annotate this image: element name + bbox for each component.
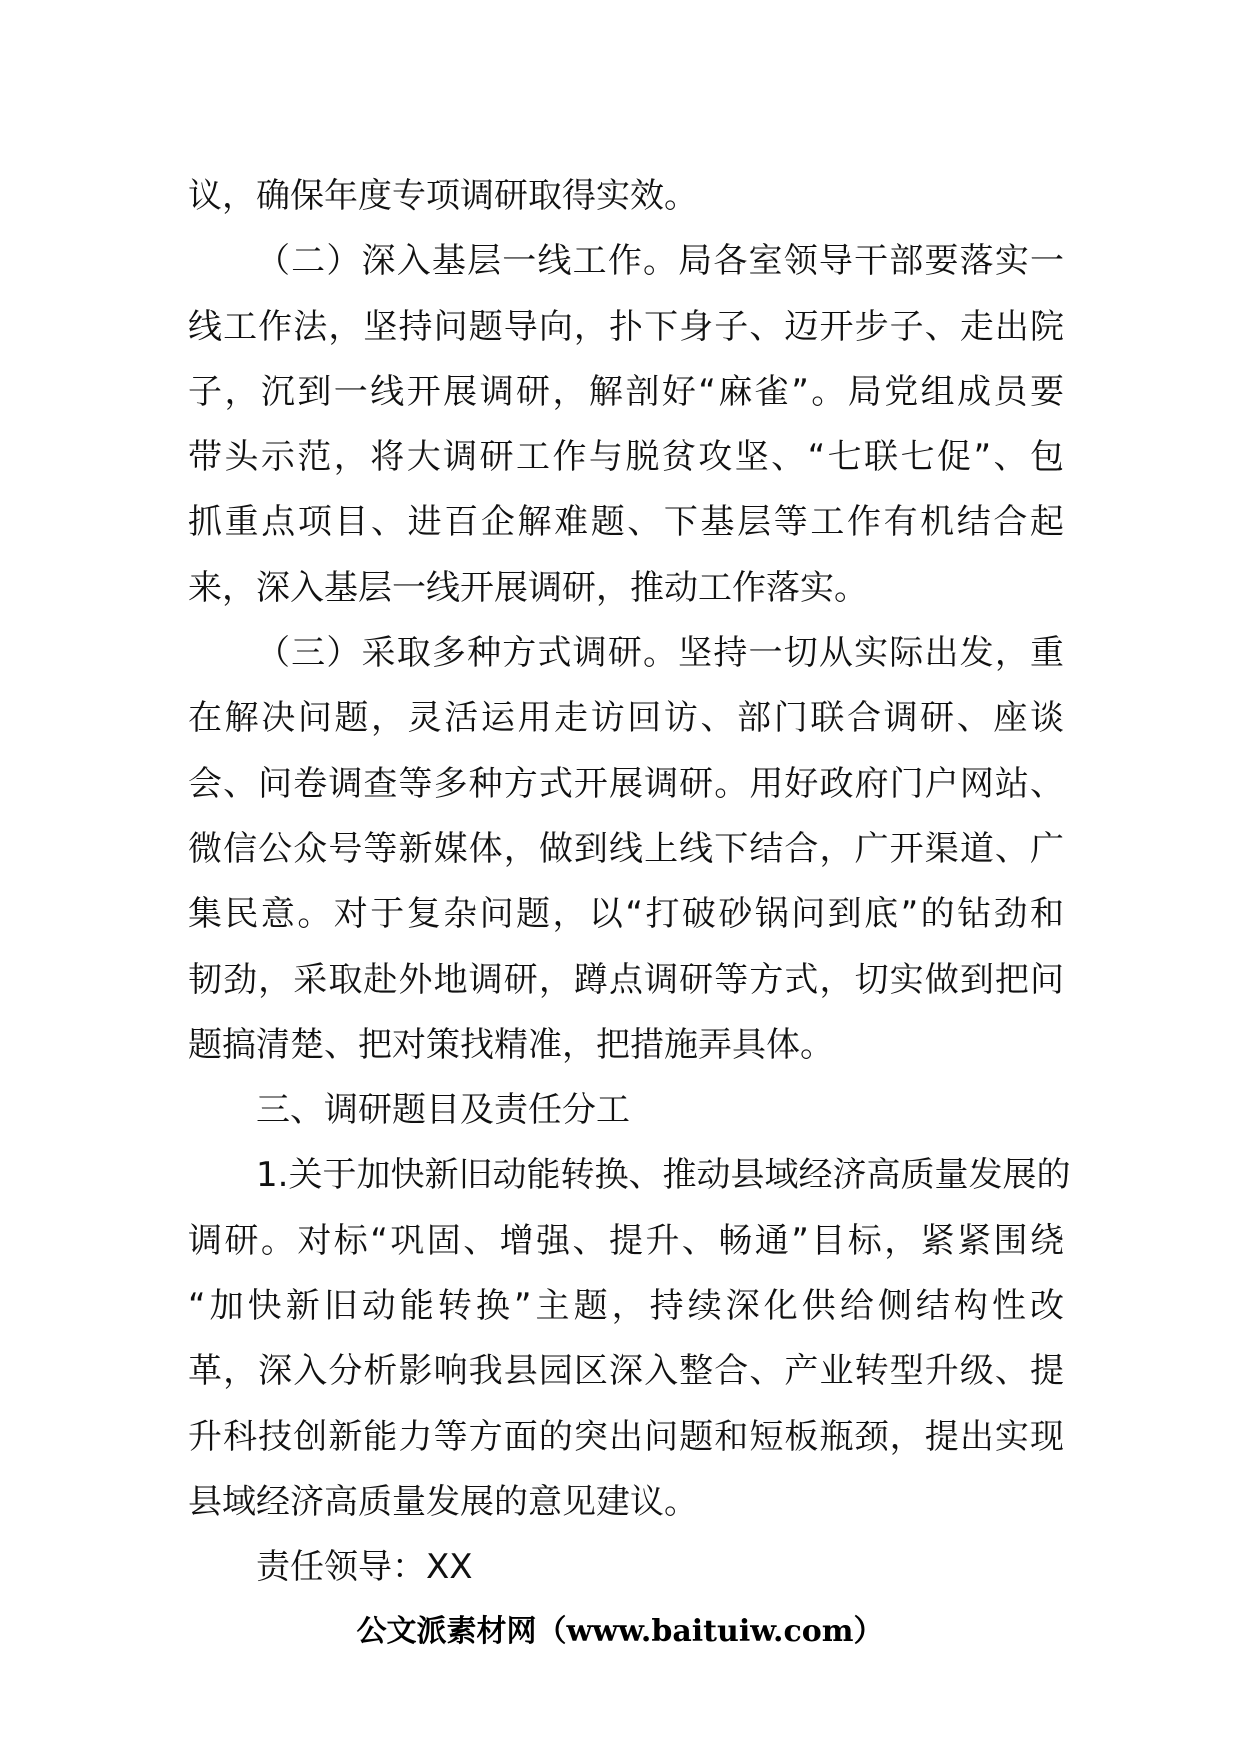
- paragraph-line: 抓重点项目、进百企解难题、下基层等工作有机结合起: [188, 502, 1064, 543]
- paragraph-line: 议，确保年度专项调研取得实效。: [188, 176, 698, 216]
- paragraph-line: 来，深入基层一线开展调研，推动工作落实。: [188, 567, 868, 608]
- paragraph-line: 1.关于加快新旧动能转换、推动县域经济高质量发展的: [256, 1155, 1071, 1196]
- responsible-leader-line: 责任领导：XX: [256, 1547, 473, 1588]
- paragraph-line: 集民意。对于复杂问题，以“打破砂锅问到底”的钻劲和: [188, 894, 1064, 935]
- paragraph-line: 革，深入分析影响我县园区深入整合、产业转型升级、提: [188, 1351, 1064, 1392]
- paragraph-line: 微信公众号等新媒体，做到线上线下结合，广开渠道、广: [188, 828, 1064, 869]
- section-heading: 三、调研题目及责任分工: [256, 1090, 630, 1131]
- paragraph-line: 在解决问题，灵活运用走访回访、部门联合调研、座谈: [188, 698, 1064, 739]
- paragraph-line: （二）深入基层一线工作。局各室领导干部要落实一: [256, 241, 1064, 282]
- paragraph-line: 县域经济高质量发展的意见建议。: [188, 1481, 698, 1522]
- footer-watermark-text: 公文派素材网（www.baituiw.com）: [356, 1614, 884, 1649]
- paragraph-line: 线工作法，坚持问题导向，扑下身子、迈开步子、走出院: [188, 306, 1064, 347]
- paragraph-line: “加快新旧动能转换”主题，持续深化供给侧结构性改: [188, 1286, 1064, 1327]
- paragraph-line: 会、问卷调查等多种方式开展调研。用好政府门户网站、: [188, 763, 1064, 804]
- paragraph-line: 题搞清楚、把对策找精准，把措施弄具体。: [188, 1024, 834, 1065]
- paragraph-line: 子，沉到一线开展调研，解剖好“麻雀”。局党组成员要: [188, 371, 1064, 412]
- paragraph-line: 升科技创新能力等方面的突出问题和短板瓶颈，提出实现: [188, 1416, 1064, 1457]
- paragraph-line: 韧劲，采取赴外地调研，蹲点调研等方式，切实做到把问: [188, 959, 1064, 1000]
- paragraph-line: 调研。对标“巩固、增强、提升、畅通”目标，紧紧围绕: [188, 1220, 1064, 1261]
- paragraph-line: （三）采取多种方式调研。坚持一切从实际出发，重: [256, 633, 1064, 674]
- paragraph-line: 带头示范，将大调研工作与脱贫攻坚、“七联七促”、包: [188, 437, 1064, 478]
- document-body: [188, 164, 1071, 1601]
